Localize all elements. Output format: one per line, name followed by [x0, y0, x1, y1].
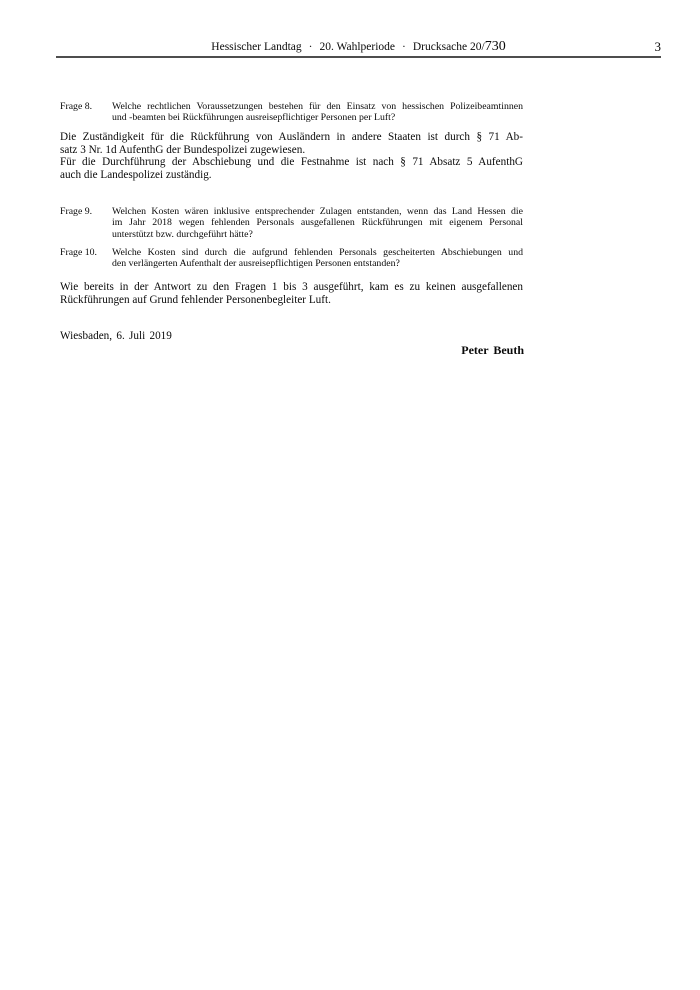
text-line: Welche rechtlichen Voraussetzungen bestehen für den Einsatz von hessischen Polizeibeamtinnen [112, 101, 523, 112]
answer-paragraph-8 [60, 131, 523, 182]
question-label: Frage 8. [60, 101, 93, 112]
question-label: Frage 10. [60, 247, 98, 258]
doc-label: Drucksache 20/ [412, 41, 485, 53]
parliament-name: Hessischer Landtag [211, 41, 302, 53]
text-line: Die Zuständigkeit für die Rückführung von Ausländern in andere Staaten ist durch § 71 Ab- [60, 131, 523, 143]
separator-dot: · [308, 41, 313, 53]
signature-name: Peter Beuth [461, 343, 524, 357]
text-line: Welchen Kosten wären inklusive entsprechender Zulagen entstanden, wenn das Land Hessen die [112, 206, 523, 217]
question-block-8 [60, 101, 523, 124]
text-line: satz 3 Nr. 1d AufenthG der Bundespolizei zugewiesen. [60, 143, 306, 156]
text-line: im Jahr 2018 wegen fehlenden Personals ausgefallenen Rückführungen mit eigenem Personal [112, 217, 523, 229]
date-place-line: Wiesbaden, 6. Juli 2019 [60, 330, 172, 342]
text-line: den verlängerten Aufenthalt der ausreisepflichtigen Personen entstanden? [112, 258, 400, 270]
text-line: Für die Durchführung der Abschiebung und die Festnahme ist nach § 71 Absatz 5 AufenthG [60, 156, 523, 169]
term-label: 20. Wahlperiode [319, 41, 396, 53]
question-text [112, 206, 523, 240]
doc-number: 730 [484, 39, 506, 54]
question-block-10 [60, 247, 523, 270]
text-line: Welche Kosten sind durch die aufgrund fehlenden Personals gescheiterten Abschiebungen und [112, 247, 523, 258]
question-text [112, 101, 523, 124]
separator-dot: · [402, 41, 406, 53]
answer-paragraph-9-10 [60, 281, 523, 306]
text-line: Rückführungen auf Grund fehlender Personenbegleiter Luft. [60, 293, 331, 306]
text-line: unterstützt bzw. durchgeführt hätte? [112, 228, 253, 240]
text-line: Wie bereits in der Antwort zu den Fragen 1 bis 3 ausgeführt, kam es zu keinen ausgefallenen [60, 281, 523, 293]
header-rule [56, 56, 661, 58]
text-line: und -beamten bei Rückführungen ausreisepflichtiger Personen per Luft? [112, 112, 396, 124]
question-block-9 [60, 206, 523, 240]
page-number: 3 [654, 39, 661, 54]
page-header [56, 40, 661, 54]
question-label: Frage 9. [60, 206, 93, 217]
text-line: auch die Landespolizei zuständig. [60, 168, 212, 181]
question-text [112, 247, 523, 270]
